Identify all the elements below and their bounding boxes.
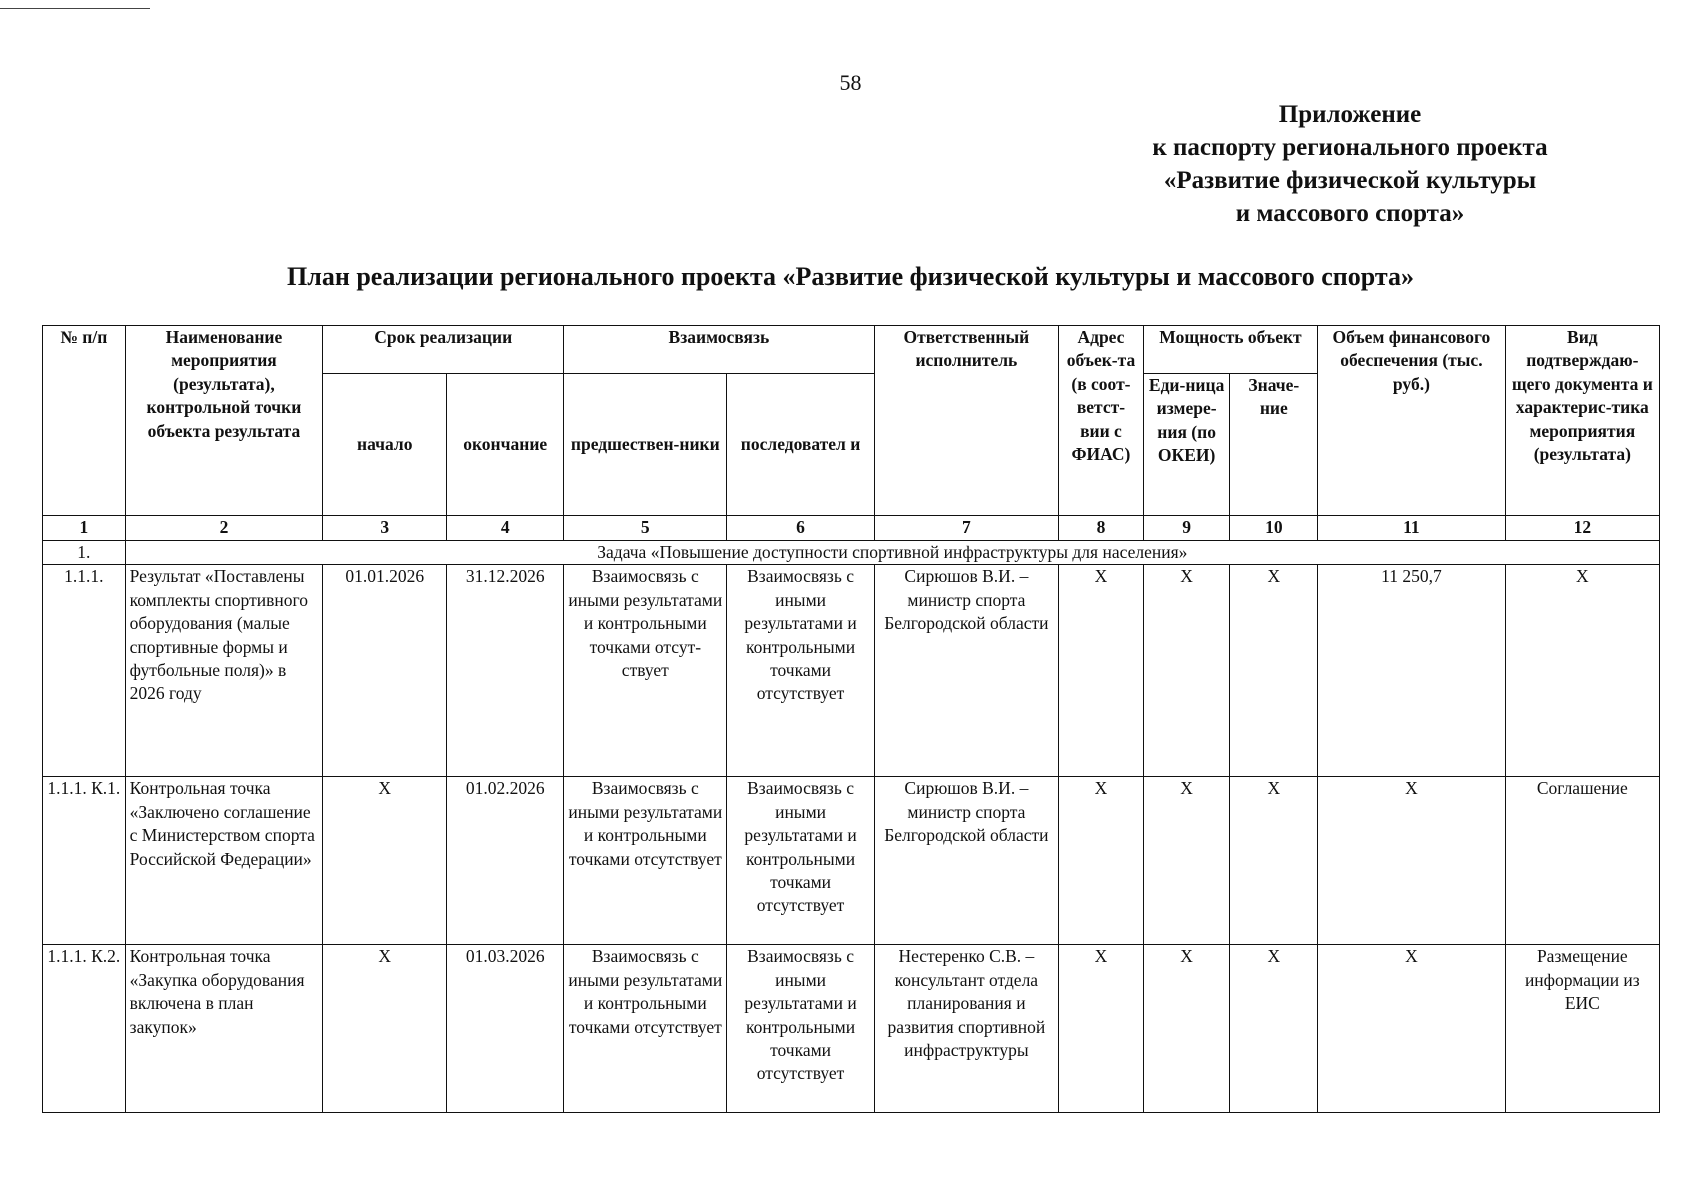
column-number-row [43,516,1660,541]
row-address: X [1059,565,1144,777]
header-term-start: начало [323,374,447,516]
column-number: 5 [564,516,727,541]
header-finance: Объем финансового обеспечения (тыс. руб.) [1318,326,1506,516]
header-num: № п/п [43,326,126,516]
task-num: 1. [43,541,126,565]
column-number: 1 [43,516,126,541]
header-address: Адрес объек-та (в соот-ветст-вии с ФИАС) [1059,326,1144,516]
row-finance: 11 250,7 [1318,565,1506,777]
row-executor: Нестеренко С.В. – консультант отдела планирования и развития спортивной инфраструктуры [874,945,1058,1113]
page-number: 58 [839,70,862,95]
row-finance: X [1318,945,1506,1113]
row-finance: X [1318,777,1506,945]
row-successors: Взаимосвязь с иными результатами и контрольными точками отсутствует [727,565,874,777]
row-num: 1.1.1. [43,565,126,777]
corner-rule [0,8,150,9]
column-number: 3 [323,516,447,541]
row-successors: Взаимосвязь с иными результатами и контрольными точками отсутствует [727,945,874,1113]
row-value: X [1230,945,1318,1113]
header-link: Взаимосвязь [564,326,874,374]
table-header [43,326,1660,516]
row-end: 01.03.2026 [447,945,564,1113]
row-doc: Размещение информации из ЕИС [1505,945,1659,1113]
header-doc-type: Вид подтверждаю-щего документа и характерис-тика мероприятия (результата) [1505,326,1659,516]
row-doc: Соглашение [1505,777,1659,945]
header-link-pred: предшествен-ники [564,374,727,516]
header-executor: Ответственный исполнитель [874,326,1058,516]
column-number: 7 [874,516,1058,541]
row-name: Результат «Поставлены комплекты спортивного оборудования (малые спортивные формы и футбольные поля)» в 2026 году [125,565,323,777]
appendix-line: «Развитие физической культуры [1163,167,1537,194]
column-number: 9 [1143,516,1230,541]
row-predecessors: Взаимосвязь с иными результатами и контрольными точками отсутствует [564,777,727,945]
appendix-line: и массового спорта» [1235,200,1465,227]
row-name: Контрольная точка «Закупка оборудования включена в план закупок» [125,945,323,1113]
appendix-line: к паспорту регионального проекта [1152,134,1548,161]
row-value: X [1230,565,1318,777]
row-unit: X [1143,945,1230,1113]
table-row [43,945,1660,1113]
appendix-line: Приложение [1278,101,1422,128]
row-start: X [323,945,447,1113]
header-name: Наименование мероприятия (результата), контрольной точки объекта результата [125,326,323,516]
row-start: X [323,777,447,945]
header-term: Срок реализации [323,326,564,374]
appendix-heading [1100,98,1600,230]
header-capacity-value: Значе-ние [1230,374,1318,516]
row-end: 31.12.2026 [447,565,564,777]
table-row [43,777,1660,945]
row-num: 1.1.1. К.2. [43,945,126,1113]
column-number: 12 [1505,516,1659,541]
row-successors: Взаимосвязь с иными результатами и контрольными точками отсутствует [727,777,874,945]
column-number: 4 [447,516,564,541]
row-end: 01.02.2026 [447,777,564,945]
row-num: 1.1.1. К.1. [43,777,126,945]
implementation-plan-table [42,325,1660,1113]
row-predecessors: Взаимосвязь с иными результатами и контрольными точками отсутствует [564,945,727,1113]
header-capacity: Мощность объект [1143,326,1317,374]
row-doc: X [1505,565,1659,777]
header-capacity-unit: Еди-ница измере-ния (по ОКЕИ) [1143,374,1230,516]
row-unit: X [1143,777,1230,945]
row-address: X [1059,777,1144,945]
row-name: Контрольная точка «Заключено соглашение с Министерством спорта Российской Федерации» [125,777,323,945]
row-start: 01.01.2026 [323,565,447,777]
header-link-succ: последовател и [727,374,874,516]
task-row [43,541,1660,565]
row-predecessors: Взаимосвязь с иными результатами и контрольными точками отсут-ствует [564,565,727,777]
task-text: Задача «Повышение доступности спортивной инфраструктуры для населения» [125,541,1659,565]
column-number: 2 [125,516,323,541]
table-row [43,565,1660,777]
row-address: X [1059,945,1144,1113]
column-number: 11 [1318,516,1506,541]
document-title: План реализации регионального проекта «Развитие физической культуры и массового спорта» [287,262,1414,291]
header-term-end: окончание [447,374,564,516]
column-number: 8 [1059,516,1144,541]
column-number: 6 [727,516,874,541]
row-executor: Сирюшов В.И. – министр спорта Белгородской области [874,565,1058,777]
column-number: 10 [1230,516,1318,541]
row-executor: Сирюшов В.И. – министр спорта Белгородской области [874,777,1058,945]
row-value: X [1230,777,1318,945]
row-unit: X [1143,565,1230,777]
